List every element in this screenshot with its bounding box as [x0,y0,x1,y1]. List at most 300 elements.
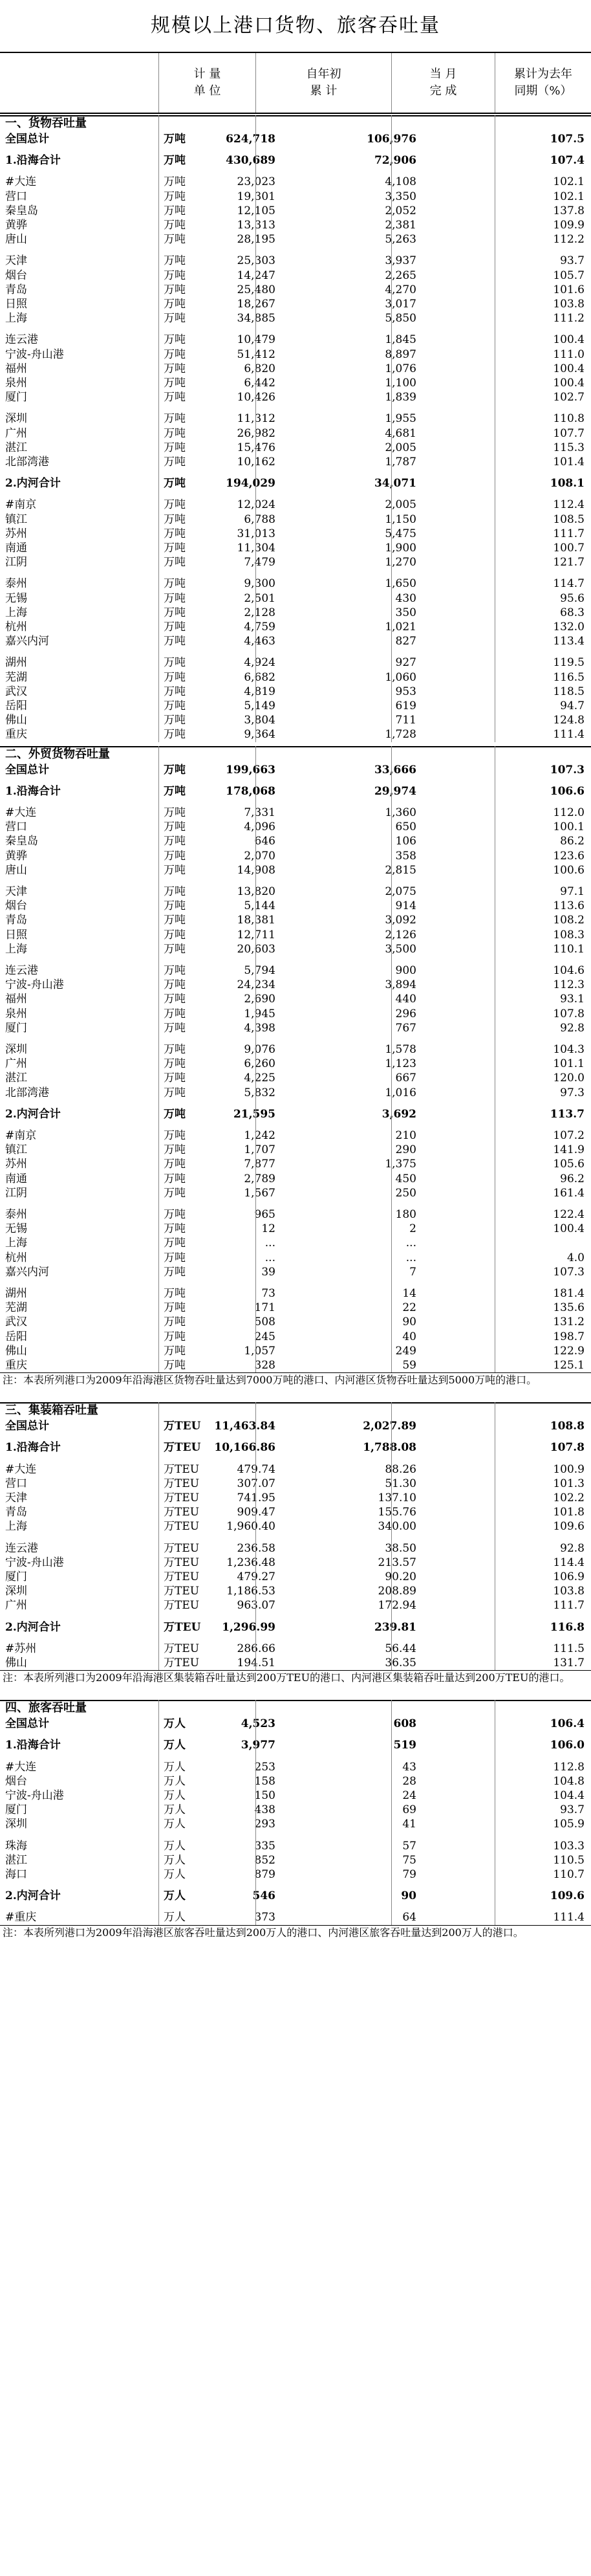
table-note: 注：本表所列港口为2009年沿海港区旅客吞吐量达到200万人的港口、内河港区旅客吞吐量达到200万人的港口。 [3,1926,524,1939]
month-value: 90.20 [385,1570,416,1583]
unit-cell: 万吨 [164,577,186,591]
ytd-value: 18,267 [237,298,275,311]
yoy-percent: 106.6 [550,784,585,798]
port-name: 上海 [5,606,27,619]
unit-cell: 万吨 [164,219,186,232]
ytd-value: 1,945 [244,1007,275,1020]
port-name: 全国总计 [5,1717,49,1731]
month-value: ... [405,1251,416,1264]
unit-cell: 万吨 [164,154,186,168]
header-unit-label-1: 计 量 [193,67,221,81]
yoy-percent: 104.8 [553,1774,585,1788]
header-pct-label-2: 同期（%） [514,84,572,98]
port-name: 湛江 [5,1853,27,1867]
yoy-percent: 116.5 [553,670,585,684]
yoy-percent: 96.2 [560,1172,585,1185]
unit-cell: 万人 [164,1889,186,1903]
port-name: 无锡 [5,591,27,605]
port-name: 无锡 [5,1222,27,1236]
ytd-value: 12,024 [237,498,275,512]
yoy-percent: 110.7 [553,1868,585,1881]
port-name: 青岛 [5,914,27,927]
unit-cell: 万吨 [164,204,186,217]
ytd-value: 13,313 [237,219,275,232]
yoy-percent: 100.7 [553,542,585,555]
ytd-value: 10,479 [237,333,275,347]
unit-cell: 万吨 [164,477,186,490]
unit-cell: 万人 [164,1760,186,1774]
yoy-percent: 122.9 [553,1344,585,1358]
unit-cell: 万TEU [164,1642,200,1655]
column-divider [391,746,392,1373]
yoy-percent: 122.4 [553,1208,585,1221]
ytd-value: 430,689 [226,154,275,168]
port-name: 福州 [5,993,27,1006]
port-name: 连云港 [5,333,38,347]
month-value: 296 [395,1007,416,1020]
yoy-percent: 107.3 [553,1265,585,1279]
yoy-percent: 100.4 [553,1222,585,1236]
unit-cell: 万吨 [164,233,186,247]
port-name: 嘉兴内河 [5,635,49,648]
ytd-value: 26,982 [237,426,275,440]
ytd-value: 34,885 [237,312,275,325]
unit-cell: 万人 [164,1789,186,1802]
yoy-percent: 114.7 [553,577,585,591]
port-name: 佛山 [5,1344,27,1358]
month-value: 608 [393,1717,416,1731]
month-value: 2,815 [385,863,416,877]
header-month-label-1: 当 月 [429,67,457,81]
unit-cell: 万吨 [164,1208,186,1221]
ytd-value: 51,412 [237,347,275,361]
ytd-value: 307.07 [237,1477,275,1490]
month-value: 3,017 [385,298,416,311]
month-value: 51.30 [385,1477,416,1490]
yoy-percent: 102.1 [553,190,585,203]
port-name: 宁波-舟山港 [5,1556,64,1569]
yoy-percent: 106.0 [550,1739,585,1752]
month-value: 3,500 [385,942,416,956]
ytd-value: 335 [254,1839,275,1853]
unit-cell: 万吨 [164,426,186,440]
month-value: 1,955 [385,412,416,426]
month-value: 430 [395,591,416,605]
unit-cell: 万吨 [164,899,186,913]
yoy-percent: 102.1 [553,175,585,189]
port-name: 1.沿海合计 [5,1739,61,1752]
ytd-value: 73 [261,1287,275,1300]
yoy-percent: 107.2 [553,1129,585,1142]
month-value: 41 [402,1818,416,1831]
unit-cell: 万吨 [164,1172,186,1185]
port-name: 唐山 [5,233,27,247]
unit-cell: 万吨 [164,556,186,569]
yoy-percent: 107.8 [553,1007,585,1020]
month-value: 2,381 [385,219,416,232]
ytd-value: 963.07 [237,1599,275,1613]
ytd-value: 2,690 [244,993,275,1006]
column-divider [158,1700,159,1924]
section-title-text: 三、集装箱吞吐量 [5,1404,98,1418]
ytd-value: 25,480 [237,283,275,296]
month-value: 64 [402,1911,416,1924]
month-value: 358 [395,849,416,863]
yoy-percent: 108.2 [553,914,585,927]
month-value: 1,060 [385,670,416,684]
yoy-percent: 111.5 [553,1642,585,1655]
column-divider [255,1700,256,1924]
month-value: 34,071 [374,477,416,490]
unit-cell: 万吨 [164,133,186,146]
ytd-value: 6,820 [244,362,275,375]
ytd-value: 31,013 [237,527,275,540]
unit-cell: 万吨 [164,175,186,189]
port-name: 上海 [5,1237,27,1250]
port-name: #大连 [5,806,37,819]
ytd-value: 5,832 [244,1086,275,1099]
ytd-value: 4,096 [244,820,275,834]
port-name: 深圳 [5,1585,27,1598]
port-name: 青岛 [5,1506,27,1519]
yoy-percent: 101.1 [553,1057,585,1071]
column-divider [255,746,256,1373]
port-name: 厦门 [5,1803,27,1817]
unit-cell: 万吨 [164,377,186,390]
port-name: 芜湖 [5,1301,27,1315]
ytd-value: 10,166.86 [214,1441,275,1455]
month-value: 106 [395,835,416,848]
unit-cell: 万TEU [164,1570,200,1583]
unit-cell: 万吨 [164,1021,186,1035]
unit-cell: 万人 [164,1853,186,1867]
unit-cell: 万吨 [164,993,186,1006]
port-name: 天津 [5,1492,27,1504]
yoy-percent: 100.4 [553,377,585,390]
yoy-percent: 113.6 [553,899,585,913]
unit-cell: 万吨 [164,1265,186,1279]
month-value: 3,092 [385,914,416,927]
port-name: 重庆 [5,1359,27,1372]
month-value: 38.50 [385,1541,416,1555]
port-name: #重庆 [5,1911,37,1924]
port-name: 日照 [5,298,27,311]
unit-cell: 万吨 [164,635,186,648]
yoy-percent: 104.6 [553,964,585,977]
unit-cell: 万TEU [164,1520,200,1534]
yoy-percent: 100.9 [553,1462,585,1476]
ytd-value: 23,023 [237,175,275,189]
column-divider [255,1402,256,1670]
unit-cell: 万吨 [164,441,186,454]
ytd-value: 28,195 [237,233,275,247]
yoy-percent: 112.2 [553,233,585,247]
month-value: 711 [395,714,416,727]
port-name: 连云港 [5,1541,38,1555]
ytd-value: 741.95 [237,1492,275,1504]
port-name: 广州 [5,1599,27,1613]
yoy-percent: 101.8 [553,1506,585,1519]
yoy-percent: 111.2 [553,312,585,325]
yoy-percent: 131.7 [553,1657,585,1669]
port-name: 上海 [5,942,27,956]
port-name: 广州 [5,1057,27,1071]
unit-cell: 万吨 [164,1344,186,1358]
month-value: 3,350 [385,190,416,203]
month-value: 239.81 [374,1620,416,1634]
section-title-text: 四、旅客吞吐量 [5,1701,87,1715]
ytd-value: 194,029 [226,477,275,490]
yoy-percent: 125.1 [553,1359,585,1372]
yoy-percent: 107.7 [553,426,585,440]
unit-cell: 万吨 [164,347,186,361]
ytd-value: 7,479 [244,556,275,569]
port-name: 苏州 [5,527,27,540]
port-name: 广州 [5,426,27,440]
port-name: 镇江 [5,1143,27,1157]
month-value: 28 [402,1774,416,1788]
port-name: 珠海 [5,1839,27,1853]
yoy-percent: 104.3 [553,1043,585,1056]
ytd-value: 624,718 [226,133,275,146]
port-name: 烟台 [5,1774,27,1788]
month-value: 249 [395,1344,416,1358]
yoy-percent: 103.8 [553,298,585,311]
yoy-percent: 97.1 [560,885,585,898]
ytd-value: ... [264,1237,275,1250]
unit-cell: 万TEU [164,1541,200,1555]
ytd-value: 546 [252,1889,275,1903]
unit-cell: 万吨 [164,254,186,268]
table-header [0,52,591,114]
port-name: 青岛 [5,283,27,296]
unit-cell: 万TEU [164,1620,201,1634]
month-value: 1,900 [385,542,416,555]
yoy-percent: 111.7 [553,1599,585,1613]
port-name: 连云港 [5,964,38,977]
unit-cell: 万吨 [164,621,186,633]
port-name: 镇江 [5,512,27,526]
yoy-percent: 115.3 [553,441,585,454]
ytd-value: 25,303 [237,254,275,268]
yoy-percent: 4.0 [566,1251,585,1264]
unit-cell: 万吨 [164,942,186,956]
ytd-value: 6,682 [244,670,275,684]
month-value: 1,845 [385,333,416,347]
ytd-value: 1,186.53 [226,1585,275,1598]
port-name: 2.内河合计 [5,1107,61,1121]
month-value: 40 [402,1330,416,1343]
unit-cell: 万吨 [164,784,186,798]
ytd-value: 5,144 [244,899,275,913]
yoy-percent: 141.9 [553,1143,585,1157]
port-name: 重庆 [5,728,27,742]
port-name: 泉州 [5,377,27,390]
yoy-percent: 113.4 [553,635,585,648]
unit-cell: 万吨 [164,333,186,347]
month-value: 24 [402,1789,416,1802]
yoy-percent: 135.6 [553,1301,585,1315]
port-name: 全国总计 [5,133,49,146]
port-name: 2.内河合计 [5,477,61,490]
unit-cell: 万吨 [164,527,186,540]
unit-cell: 万吨 [164,1359,186,1372]
month-value: 1,360 [385,806,416,819]
ytd-value: 21,595 [233,1107,275,1121]
unit-cell: 万吨 [164,656,186,670]
ytd-value: 1,242 [244,1129,275,1142]
yoy-percent: 100.6 [553,863,585,877]
unit-cell: 万吨 [164,1251,186,1264]
port-name: 湖州 [5,656,27,670]
ytd-value: 245 [254,1330,275,1343]
ytd-value: 13,820 [237,885,275,898]
header-pct-label-1: 累计为去年 [514,67,572,81]
month-value: 4,270 [385,283,416,296]
ytd-value: 879 [254,1868,275,1881]
ytd-value: 194.51 [237,1657,275,1669]
ytd-value: 199,663 [226,763,275,776]
unit-cell: 万吨 [164,498,186,512]
port-name: 福州 [5,362,27,375]
yoy-percent: 107.5 [550,133,585,146]
table-note: 注：本表所列港口为2009年沿海港区货物吞吐量达到7000万吨的港口、内河港区货物吞吐量达到5000万吨的港口。 [3,1374,537,1387]
yoy-percent: 181.4 [553,1287,585,1300]
unit-cell: 万吨 [164,1007,186,1020]
month-value: 5,850 [385,312,416,325]
port-name: 芜湖 [5,670,27,684]
month-value: 1,123 [385,1057,416,1071]
ytd-value: 11,463.84 [214,1420,275,1433]
month-value: 69 [402,1803,416,1817]
month-value: 2,005 [385,498,416,512]
yoy-percent: 103.8 [553,1585,585,1598]
header-unit-label-2: 单 位 [193,84,221,98]
month-value: 3,937 [385,254,416,268]
ytd-value: 5,794 [244,964,275,977]
port-name: 南通 [5,542,27,555]
yoy-percent: 161.4 [553,1186,585,1200]
unit-cell: 万吨 [164,312,186,325]
port-name: 泰州 [5,1208,27,1221]
ytd-value: 4,924 [244,656,275,670]
unit-cell: 万吨 [164,670,186,684]
yoy-percent: 123.6 [553,849,585,863]
month-value: 519 [393,1739,416,1752]
yoy-percent: 102.7 [553,391,585,404]
unit-cell: 万吨 [164,978,186,992]
unit-cell: 万TEU [164,1506,200,1519]
port-name: 上海 [5,1520,27,1534]
month-value: 914 [395,899,416,913]
unit-cell: 万吨 [164,391,186,404]
port-name: 烟台 [5,899,27,913]
yoy-percent: 121.7 [553,556,585,569]
unit-cell: 万吨 [164,1237,186,1250]
port-name: 1.沿海合计 [5,154,61,168]
yoy-percent: 109.9 [553,219,585,232]
port-name: 佛山 [5,1657,27,1669]
port-name: 唐山 [5,863,27,877]
month-value: ... [405,1237,416,1250]
ytd-value: 9,300 [244,577,275,591]
yoy-percent: 105.9 [553,1818,585,1831]
yoy-percent: 105.6 [553,1158,585,1171]
ytd-value: 15,476 [237,441,275,454]
ytd-value: 9,364 [244,728,275,742]
header-unit-col [158,53,255,113]
month-value: 440 [395,993,416,1006]
yoy-percent: 105.7 [553,269,585,282]
header-month-label-2: 完 成 [429,84,457,98]
month-value: 57 [402,1839,416,1853]
unit-cell: 万吨 [164,606,186,619]
port-name: #大连 [5,1760,37,1774]
unit-cell: 万吨 [164,1057,186,1071]
unit-cell: 万吨 [164,849,186,863]
month-value: 8,897 [385,347,416,361]
yoy-percent: 116.8 [550,1620,585,1634]
month-value: 29,974 [374,784,416,798]
port-name: #大连 [5,1462,37,1476]
yoy-percent: 110.8 [553,412,585,426]
yoy-percent: 92.8 [560,1541,585,1555]
column-divider [391,115,392,742]
yoy-percent: 131.2 [553,1316,585,1329]
port-name: 厦门 [5,1021,27,1035]
month-value: 2,052 [385,204,416,217]
yoy-percent: 108.3 [553,928,585,941]
port-name: 江阴 [5,556,27,569]
ytd-value: 150 [254,1789,275,1802]
unit-cell: 万吨 [164,512,186,526]
month-value: 72,906 [374,154,416,168]
yoy-percent: 107.8 [550,1441,585,1455]
month-value: 667 [395,1072,416,1085]
ytd-value: 2,128 [244,606,275,619]
ytd-value: 1,236.48 [226,1556,275,1569]
month-value: 5,475 [385,527,416,540]
month-value: 88.26 [385,1462,416,1476]
unit-cell: 万吨 [164,1301,186,1315]
yoy-percent: 109.6 [550,1889,585,1903]
ytd-value: 12,105 [237,204,275,217]
yoy-percent: 112.3 [553,978,585,992]
unit-cell: 万吨 [164,1186,186,1200]
month-value: 5,263 [385,233,416,247]
unit-cell: 万吨 [164,1143,186,1157]
port-name: 泰州 [5,577,27,591]
month-value: 4,108 [385,175,416,189]
port-name: 营口 [5,1477,27,1490]
data-table [0,115,591,2576]
month-value: 1,788.08 [363,1441,416,1455]
month-value: 7 [409,1265,416,1279]
yoy-percent: 95.6 [560,591,585,605]
port-name: 嘉兴内河 [5,1265,49,1279]
ytd-value: 909.47 [237,1506,275,1519]
ytd-value: 7,877 [244,1158,275,1171]
yoy-percent: 120.0 [553,1072,585,1085]
ytd-value: 4,759 [244,621,275,633]
month-value: 56.44 [385,1642,416,1655]
port-name: 1.沿海合计 [5,784,61,798]
month-value: 927 [395,656,416,670]
ytd-value: 7,331 [244,806,275,819]
yoy-percent: 106.4 [550,1717,585,1731]
ytd-value: 4,463 [244,635,275,648]
month-value: 210 [395,1129,416,1142]
